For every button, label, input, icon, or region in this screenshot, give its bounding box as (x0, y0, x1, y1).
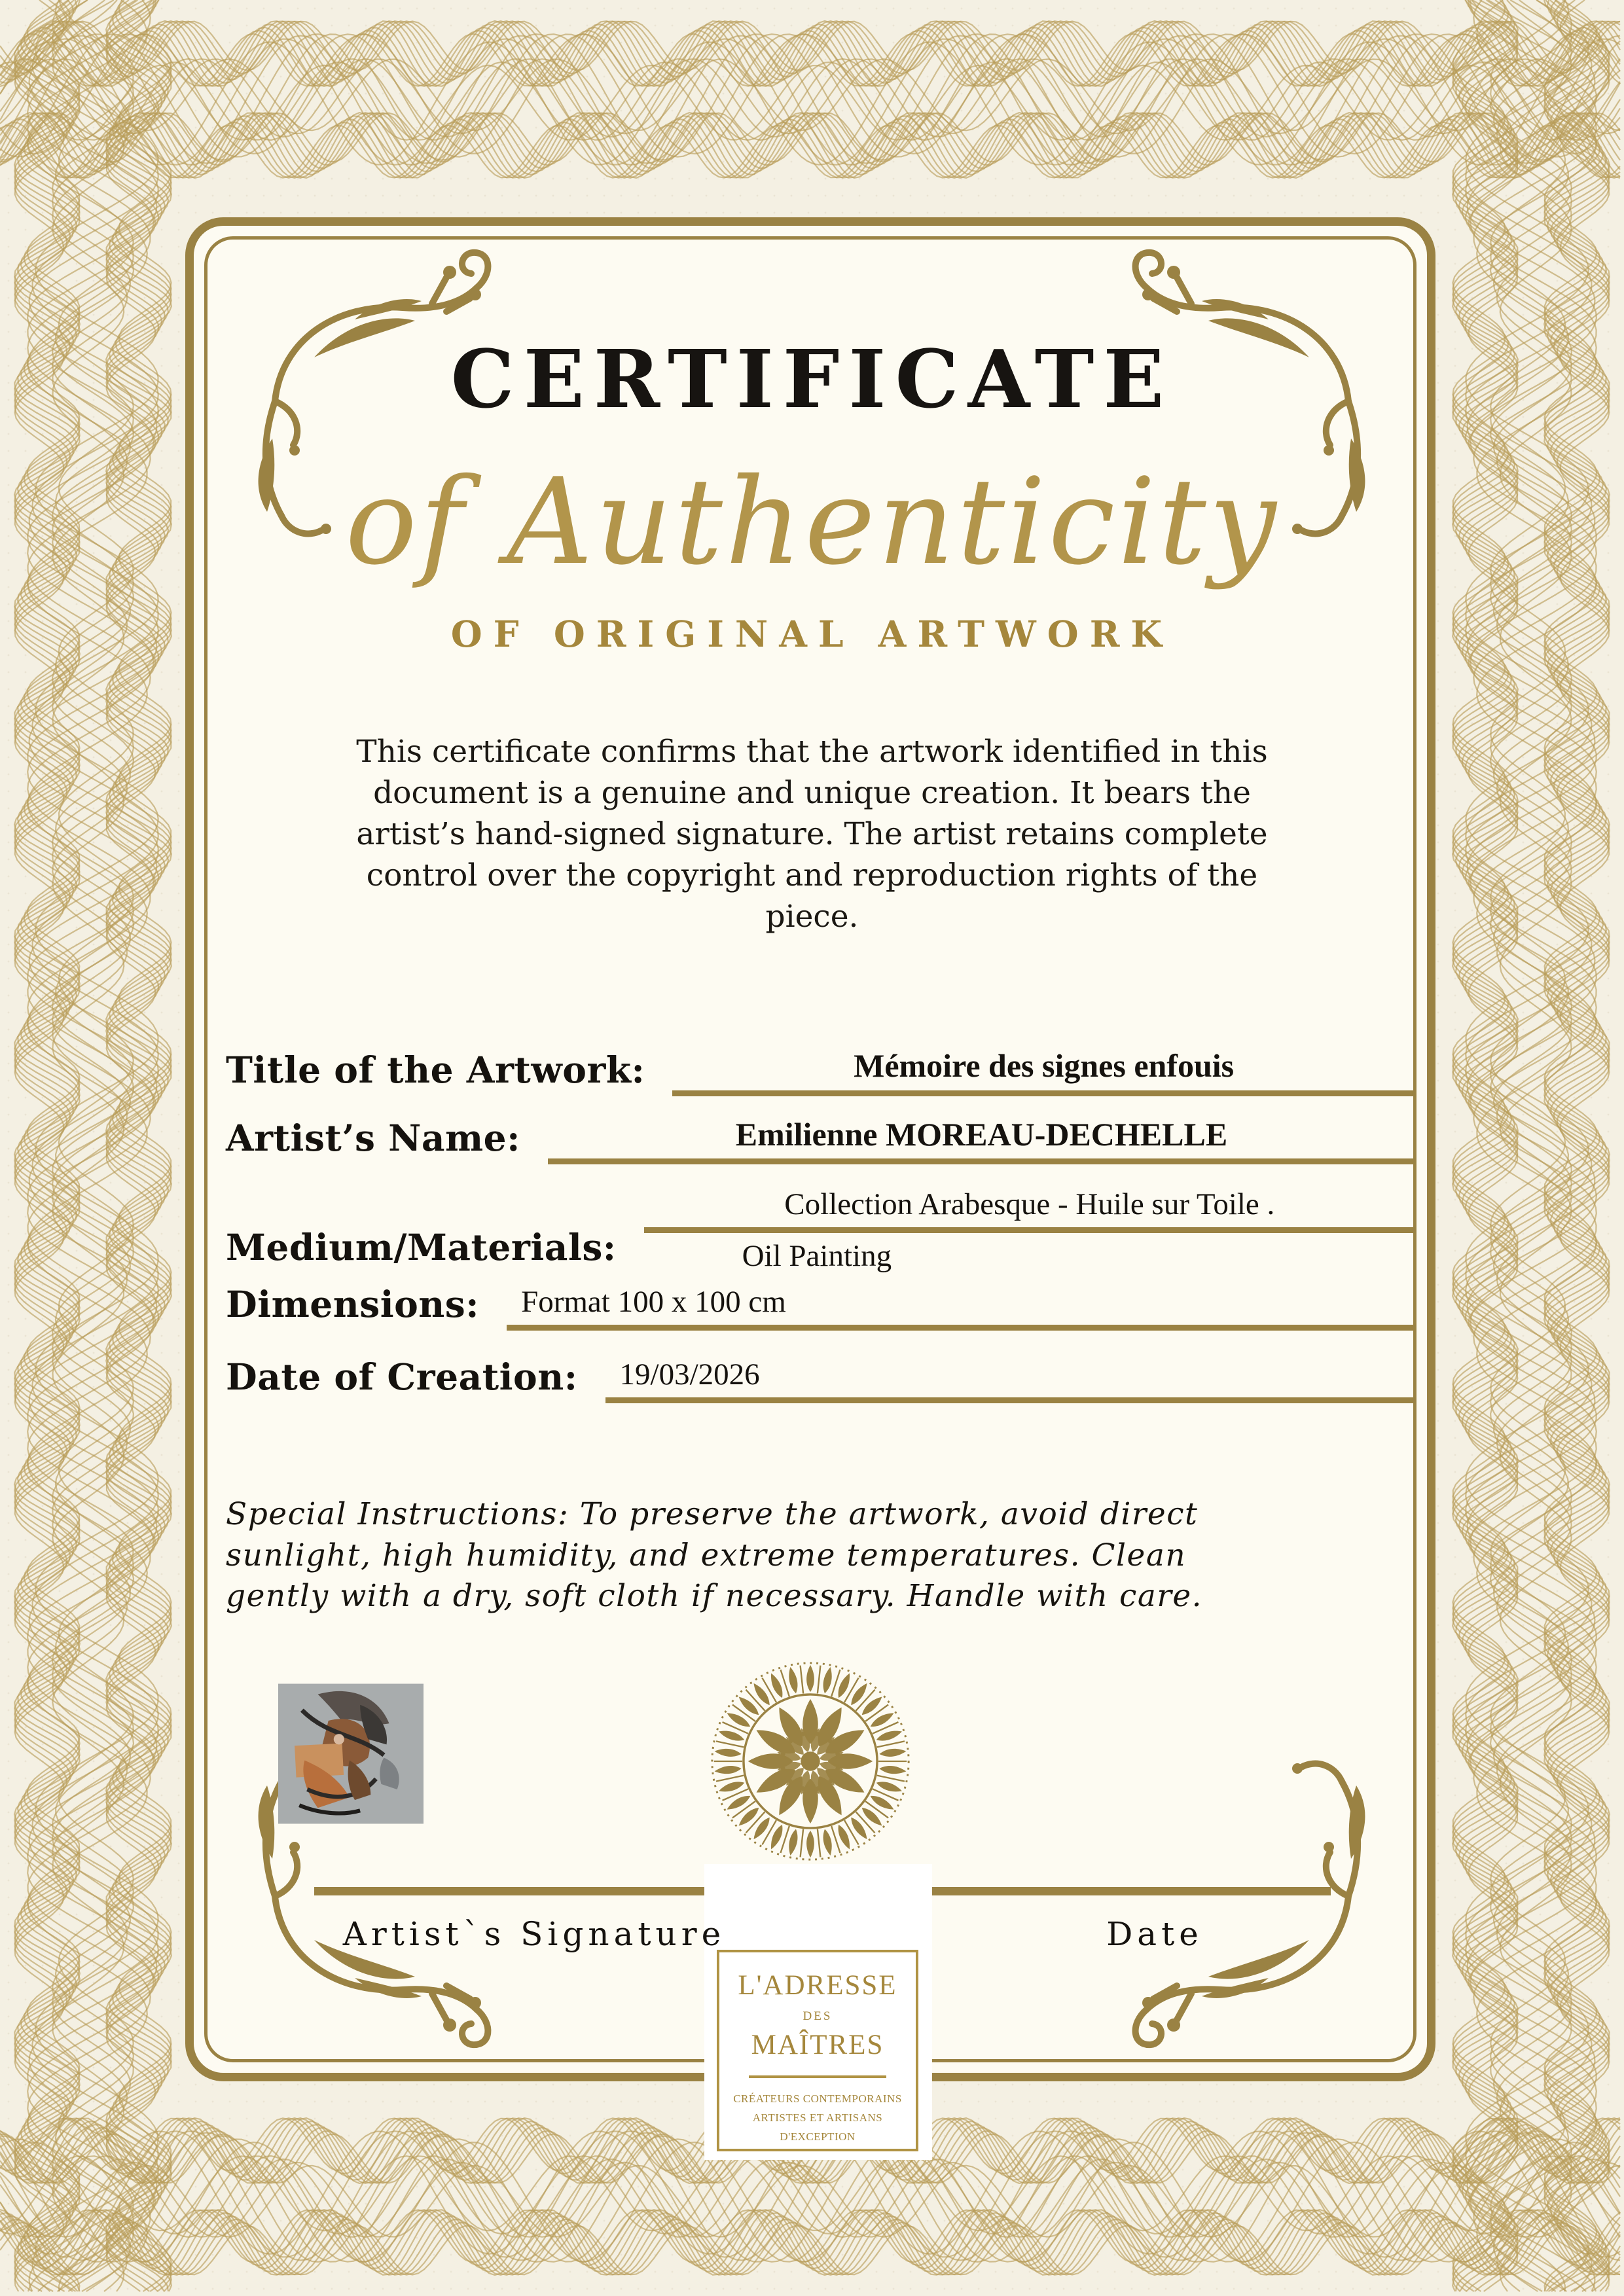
field-title-label: Title of the Artwork: (226, 1048, 645, 1091)
logo-tagline2: ARTISTES ET ARTISANS (752, 2111, 883, 2124)
special-instructions: Special Instructions: To preserve the artwork, avoid direct sunlight, high humidity, and extreme temperatures. Clean gently with a dry, soft cloth if necessary. Handle with care. (226, 1496, 1203, 1614)
field-medium-label: Medium/Materials: (226, 1226, 617, 1269)
field-medium-values (644, 1187, 1415, 1274)
field-artist-value: Emilienne MOREAU-DECHELLE (548, 1116, 1415, 1165)
artwork-fields (226, 1047, 1415, 1423)
date-label: Date (1106, 1915, 1203, 1953)
logo-name-line3: MAÎTRES (751, 2030, 884, 2060)
field-medium-value2: Oil Painting (742, 1239, 892, 1274)
artwork-thumbnail (278, 1683, 424, 1824)
field-date-row (226, 1355, 1415, 1403)
subtitle-of-original-artwork: OF ORIGINAL ARTWORK (450, 613, 1174, 655)
logo-tagline3: D'EXCEPTION (780, 2130, 856, 2143)
rosette-seal-icon (708, 1659, 913, 1864)
of-authenticity-script: of Authenticity (345, 452, 1279, 591)
field-medium-row (226, 1187, 1415, 1274)
guilloche-border-top (0, 7, 1624, 196)
certificate-title: CERTIFICATE (450, 332, 1174, 426)
field-artist-row (226, 1116, 1415, 1165)
field-medium-value: Collection Arabesque - Huile sur Toile . (644, 1187, 1415, 1233)
field-title-value: Mémoire des signes enfouis (672, 1047, 1415, 1096)
field-dimensions-row (226, 1283, 1415, 1331)
artist-signature-label: Artist`s Signature (342, 1915, 726, 1953)
intro-paragraph-text: This certificate confirms that the artwork identified in this document is a genuine and unique creation. It bears the artist’s hand-signed signature. The artist retains complete control over the copyright and reproduction rights of the piece. (356, 734, 1268, 935)
field-artist-label: Artist’s Name: (226, 1117, 520, 1159)
field-dimensions-value: Format 100 x 100 cm (507, 1284, 1415, 1331)
intro-paragraph (0, 732, 1624, 938)
logo-name-line1: L'ADRESSE (738, 1970, 897, 2001)
gallery-logo-backdrop (704, 1864, 932, 2160)
field-dimensions-label: Dimensions: (226, 1283, 480, 1326)
logo-name-line2: DES (803, 2009, 833, 2023)
corner-flourish-bottom-right-icon (1100, 1742, 1407, 2050)
gallery-logo (717, 1950, 918, 2151)
field-date-label: Date of Creation: (226, 1355, 578, 1399)
logo-divider (749, 2075, 886, 2078)
field-date-value: 19/03/2026 (605, 1357, 1415, 1403)
logo-tagline1: CRÉATEURS CONTEMPORAINS (733, 2092, 902, 2105)
field-title-row (226, 1047, 1415, 1096)
